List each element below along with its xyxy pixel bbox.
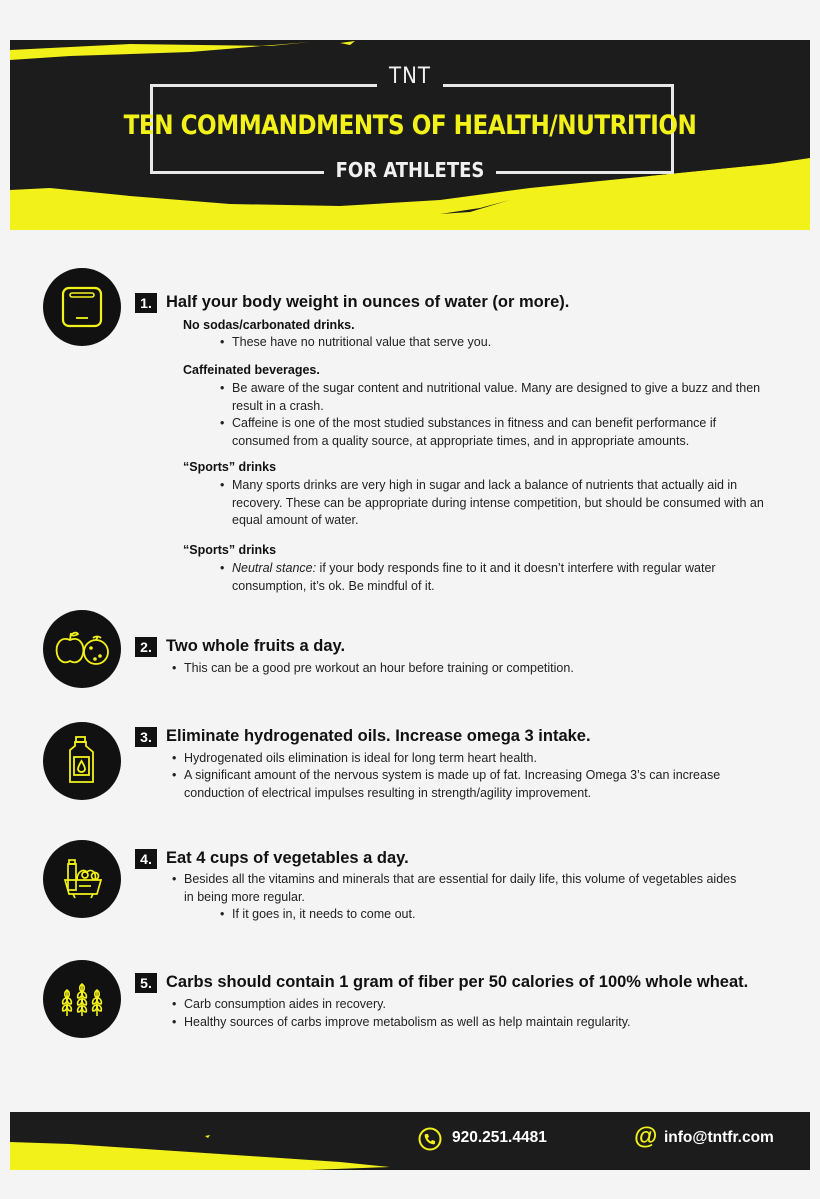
footer-bar xyxy=(10,1112,810,1170)
section-number-5: 5. xyxy=(135,973,157,993)
list-item: • Caffeine is one of the most studied substances in fitness and can benefit performance if consumed from a quality source, at appropriate times, and in appropriate amounts. xyxy=(220,415,770,450)
page-title: TEN COMMANDMENTS OF HEALTH/NUTRITION xyxy=(123,110,697,141)
list-item: • Besides all the vitamins and minerals that are essential for daily life, this volume of vegetables aides in being more regular. xyxy=(172,871,742,906)
section-heading-2: Two whole fruits a day. xyxy=(166,637,346,655)
water-bottle-icon xyxy=(43,268,121,346)
section-number-1: 1. xyxy=(135,293,157,313)
list-item: • This can be a good pre workout an hour before training or competition. xyxy=(172,660,772,678)
group-label: No sodas/carbonated drinks. xyxy=(183,318,355,332)
group-label: “Sports” drinks xyxy=(183,543,277,557)
at-sign-icon: @ xyxy=(634,1123,658,1150)
group-label: Caffeinated beverages. xyxy=(183,363,320,377)
list-item: • Hydrogenated oils elimination is ideal for long term heart health. xyxy=(172,750,772,768)
section-heading-5: Carbs should contain 1 gram of fiber per 50 calories of 100% whole wheat. xyxy=(166,973,749,991)
section-heading-4: Eat 4 cups of vegetables a day. xyxy=(166,849,409,867)
list-item: • Neutral stance: if your body responds fine to it and it doesn’t interfere with regular water consumption, it’s ok. Be mindful of it. xyxy=(220,560,770,595)
list-item: • Healthy sources of carbs improve metabolism as well as help maintain regularity. xyxy=(172,1014,772,1032)
phone-number[interactable]: 920.251.4481 xyxy=(452,1129,547,1146)
wheat-icon xyxy=(43,960,121,1038)
list-item: • These have no nutritional value that serve you. xyxy=(220,334,770,352)
section-number-3: 3. xyxy=(135,727,157,747)
oil-bottle-icon xyxy=(43,722,121,800)
list-item: • Many sports drinks are very high in sugar and lack a balance of nutrients that actually aid in recovery. These can be appropriate during intense competition, but should be consumed with an equal amount of water. xyxy=(220,477,770,530)
page-subtitle: FOR ATHLETES xyxy=(10,158,810,182)
section-number-4: 4. xyxy=(135,849,157,869)
phone-icon xyxy=(418,1127,442,1151)
list-item: • If it goes in, it needs to come out. xyxy=(220,906,770,924)
group-label: “Sports” drinks xyxy=(183,460,277,474)
header-banner xyxy=(10,40,810,230)
email-address[interactable]: info@tntfr.com xyxy=(664,1129,774,1146)
vegetables-icon xyxy=(43,840,121,918)
list-item: • Be aware of the sugar content and nutritional value. Many are designed to give a buzz and then result in a crash. xyxy=(220,380,770,415)
section-heading-1: Half your body weight in ounces of water (or more). xyxy=(166,293,570,311)
list-item: • Carb consumption aides in recovery. xyxy=(172,996,772,1014)
section-heading-3: Eliminate hydrogenated oils. Increase omega 3 intake. xyxy=(166,727,591,745)
list-item: • A significant amount of the nervous system is made up of fat. Increasing Omega 3’s can increase conduction of electrical impulses resulting in strength/agility improvement. xyxy=(172,767,732,802)
brand-label: TNT xyxy=(10,64,810,89)
fruits-icon xyxy=(43,610,121,688)
section-number-2: 2. xyxy=(135,637,157,657)
